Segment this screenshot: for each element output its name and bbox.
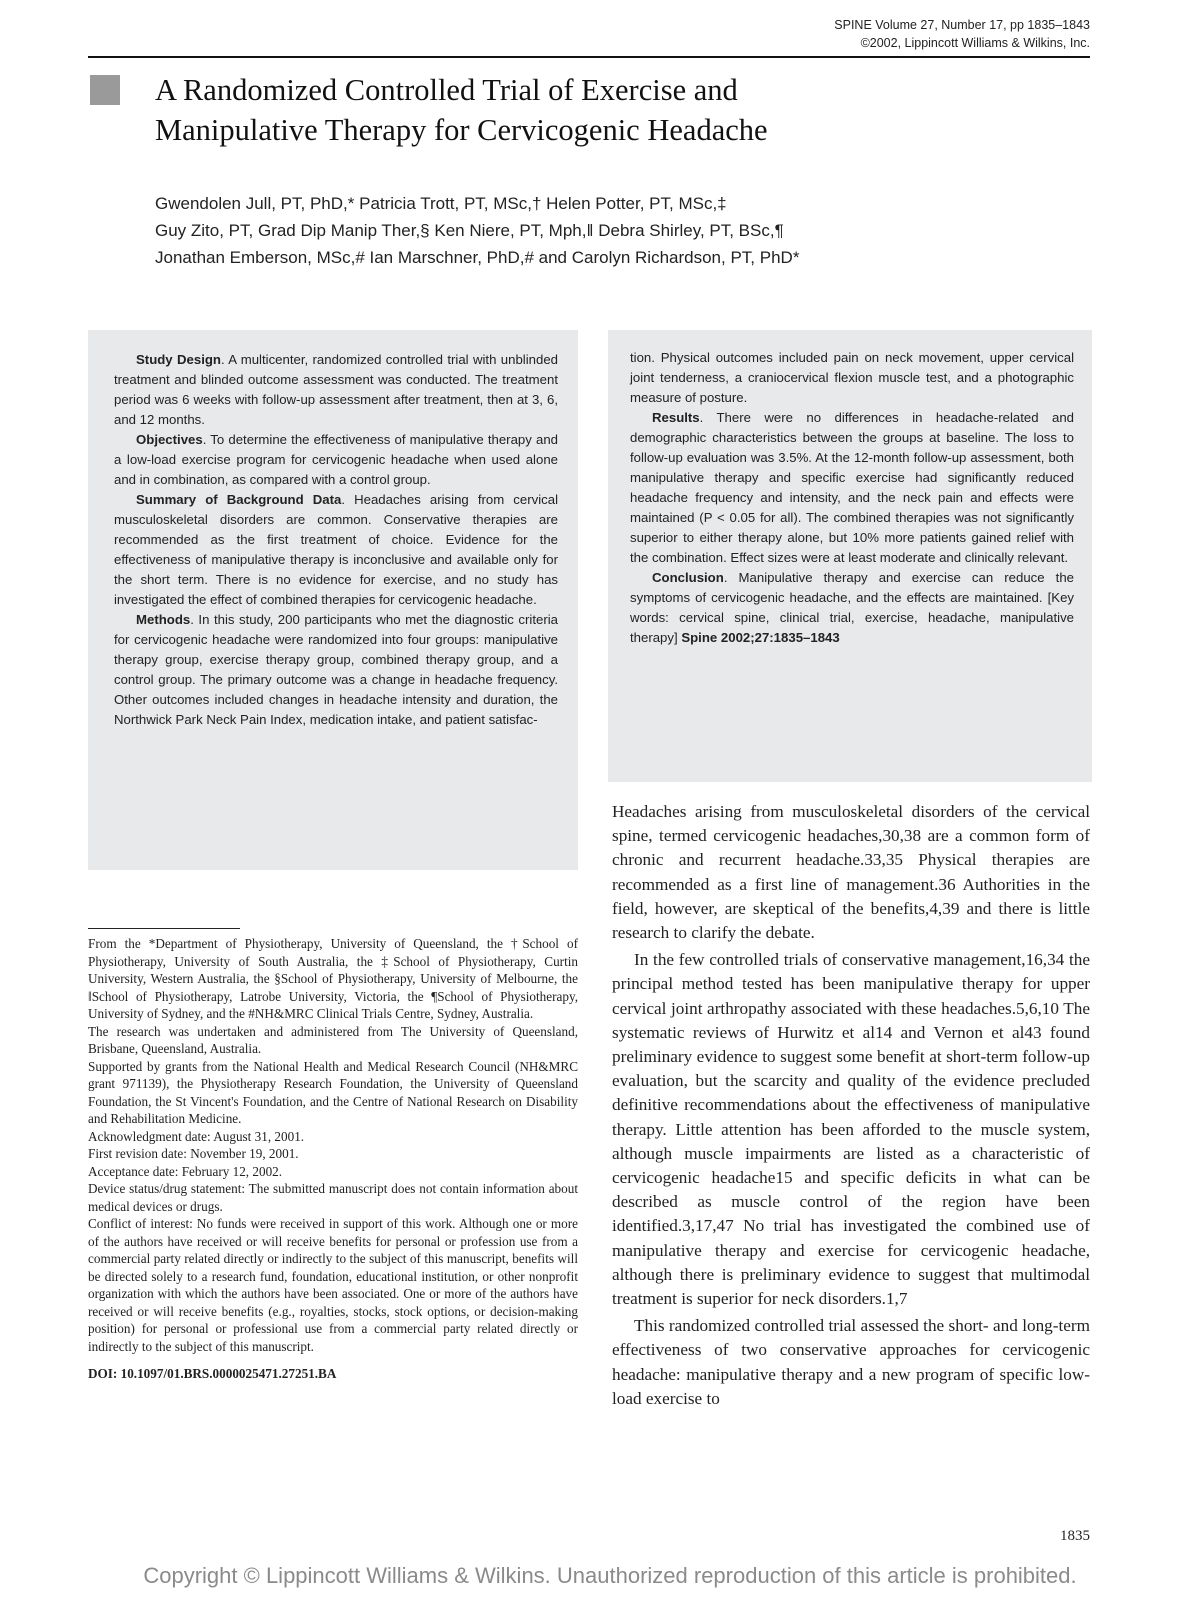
title-line-2: Manipulative Therapy for Cervicogenic Headache	[155, 113, 768, 147]
study-design-label: Study Design	[136, 352, 221, 367]
footnote-research: The research was undertaken and administered from The University of Queensland, Brisbane, Queensland, Australia.	[88, 1023, 578, 1056]
footnote-rule	[88, 928, 240, 929]
footnote-first-revision-date: First revision date: November 19, 2001.	[88, 1146, 299, 1161]
footnote-conflict-of-interest: Conflict of interest: No funds were received in support of this work. Although one or more of the authors have received or will receive benefits for personal or profession use from a commercial party related directly or indirectly to the subject of this manuscript, benefits will be directed solely to a research fund, foundation, educational institution, or other nonprofit organization with which the authors have been associated. One or more of the authors have received or will receive benefits (e.g., royalties, stocks, stock options, or decision-making position) for personal or professional use from a commercial party related directly or indirectly to the subject of this manuscript.	[88, 1216, 578, 1354]
abstract-box-right	[608, 330, 1092, 782]
section-marker-square	[90, 75, 120, 105]
journal-citation: SPINE Volume 27, Number 17, pp 1835–1843	[834, 18, 1090, 32]
conclusion-label: Conclusion	[652, 570, 724, 585]
results-text: . There were no differences in headache-related and demographic characteristics between the groups at baseline. The loss to follow-up evaluation was 3.5%. At the 12-month follow-up assessment, both manipulative therapy and specific exercise had significantly reduced headache frequency and intensity, and the neck pain and effects were maintained (P < 0.05 for all). The combined therapies was not significantly superior to either therapy alone, but 10% more patients gained relief with the combination. Effect sizes were at least moderate and clinically relevant.	[630, 410, 1074, 565]
authors-line-1: Gwendolen Jull, PT, PhD,* Patricia Trott, PT, MSc,† Helen Potter, PT, MSc,‡	[155, 194, 727, 213]
abstract-citation: Spine 2002;27:1835–1843	[681, 630, 840, 645]
footnote-device-status: Device status/drug statement: The submitted manuscript does not contain information about medical devices or drugs.	[88, 1181, 578, 1214]
header-rule	[88, 56, 1090, 58]
body-text	[612, 800, 1090, 1414]
page-number: 1835	[1060, 1528, 1090, 1544]
body-paragraph-1: Headaches arising from musculoskeletal disorders of the cervical spine, termed cervicogenic headaches,30,38 are a common form of chronic and recurrent headache.33,35 Physical therapies are recommended as a first line of management.36 Authorities in the field, however, are skeptical of the benefits,4,39 and there is little research to clarify the debate.	[612, 802, 1090, 943]
objectives-text: . To determine the effectiveness of manipulative therapy and a low-load exercise program for cervicogenic headache when used alone and in combination, as compared with a control group.	[114, 432, 558, 487]
results-label: Results	[652, 410, 700, 425]
abstract-conclusion	[630, 568, 1074, 648]
methods-text: . In this study, 200 participants who met the diagnostic criteria for cervicogenic headache were randomized into four groups: manipulative therapy group, exercise therapy group, combined therapy group, and a control group. The primary outcome was a change in headache frequency. Other outcomes included changes in headache intensity and duration, the Northwick Park Neck Pain Index, medication intake, and patient satisfac-	[114, 612, 558, 727]
abstract-study-design	[114, 350, 558, 430]
footnote-acceptance-date: Acceptance date: February 12, 2002.	[88, 1163, 283, 1179]
footnotes	[88, 935, 578, 1383]
objectives-label: Objectives	[136, 432, 203, 447]
abstract-objectives	[114, 430, 558, 490]
abstract-background	[114, 490, 558, 610]
abstract-methods-cont: tion. Physical outcomes included pain on neck movement, upper cervical joint tenderness, a craniocervical flexion muscle test, and a photographic measure of posture.	[630, 350, 1074, 405]
abstract-box-left	[88, 330, 578, 870]
conclusion-text: . Manipulative therapy and exercise can reduce the symptoms of cervicogenic headache, and the effects are maintained. [Key words: cervical spine, clinical trial, exercise, headache, manipulative therapy]	[630, 570, 1074, 645]
methods-label: Methods	[136, 612, 191, 627]
authors-line-3: Jonathan Emberson, MSc,# Ian Marschner, PhD,# and Carolyn Richardson, PT, PhD*	[155, 248, 800, 267]
background-label: Summary of Background Data	[136, 492, 342, 507]
copyright-watermark: Copyright © Lippincott Williams & Wilkins. Unauthorized reproduction of this article is prohibited.	[143, 1563, 1077, 1588]
footnote-acknowledgment-date: Acknowledgment date: August 31, 2001.	[88, 1128, 305, 1144]
body-paragraph-2: In the few controlled trials of conservative management,16,34 the principal method tested has been manipulative therapy for upper cervical joint arthropathy associated with these headaches.5,6,10 The systematic reviews of Hurwitz et al14 and Vernon et al43 found preliminary evidence to suggest some benefit at short-term follow-up evaluation, but the scarcity and quality of the evidence precluded definitive recommendations about the effectiveness of manipulative therapy. Little attention has been afforded to the muscle system, although muscle impairments are listed as a characteristic of cervicogenic headache15 and specific deficits in what can be described as muscle control of the region have been identified.3,17,47 No trial has investigated the combined use of manipulative therapy and exercise for cervicogenic headache, although there is preliminary evidence to suggest that multimodal treatment is superior for neck disorders.1,7	[612, 950, 1090, 1309]
title-line-1: A Randomized Controlled Trial of Exercise and	[155, 73, 738, 107]
study-design-text: . A multicenter, randomized controlled trial with unblinded treatment and blinded outcome assessment was conducted. The treatment period was 6 weeks with follow-up assessment after treatment, then at 3, 6, and 12 months.	[114, 352, 559, 427]
footnote-affiliations: From the *Department of Physiotherapy, University of Queensland, the †School of Physiotherapy, University of South Australia, the ‡School of Physiotherapy, Curtin University, Western Australia, the §School of Physiotherapy, University of Melbourne, the ‖School of Physiotherapy, Latrobe University, Victoria, the ¶School of Physiotherapy, University of Sydney, and the #NH&MRC Clinical Trials Centre, Sydney, Australia.	[88, 936, 578, 1021]
background-text: . Headaches arising from cervical musculoskeletal disorders are common. Conservative therapies are recommended as the first treatment of choice. Evidence for the effectiveness of manipulative therapy is inconclusive and available only for the short term. There is no evidence for exercise, and no study has investigated the effect of combined therapies for cervicogenic headache.	[114, 492, 559, 607]
journal-header	[790, 16, 1090, 52]
doi-link[interactable]: DOI: 10.1097/01.BRS.0000025471.27251.BA	[88, 1366, 337, 1381]
abstract-text-right	[630, 348, 1074, 648]
author-list	[155, 190, 1075, 271]
abstract-methods	[114, 610, 558, 730]
article-title	[155, 70, 1055, 150]
abstract-results	[630, 408, 1074, 568]
journal-copyright: ©2002, Lippincott Williams & Wilkins, Inc.	[860, 36, 1090, 50]
abstract-text-left	[114, 350, 558, 730]
authors-line-2: Guy Zito, PT, Grad Dip Manip Ther,§ Ken Niere, PT, Mph,‖ Debra Shirley, PT, BSc,¶	[155, 221, 784, 240]
body-paragraph-3: This randomized controlled trial assessed the short- and long-term effectiveness of two conservative approaches for cervicogenic headache: manipulative therapy and a new program of specific low-load exercise to	[612, 1316, 1090, 1408]
footnote-support: Supported by grants from the National Health and Medical Research Council (NH&MRC grant 971139), the Physiotherapy Research Foundation, the University of Queensland Foundation, the St Vincent's Foundation, and the Centre of National Research on Disability and Rehabilitation Medicine.	[88, 1058, 578, 1126]
